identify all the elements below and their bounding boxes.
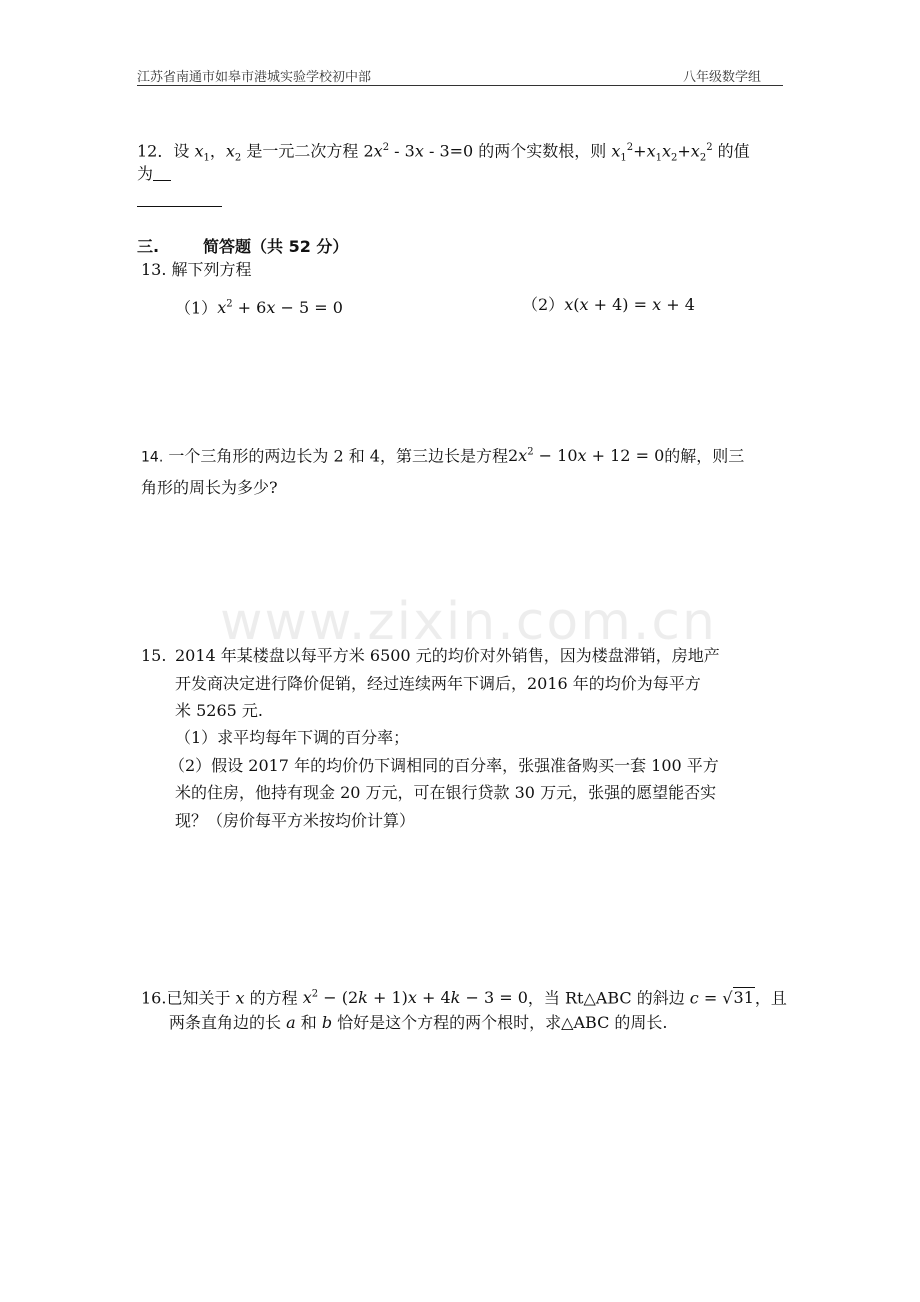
question-15-part-1: （1）求平均每年下调的百分率； xyxy=(175,728,410,747)
question-12-line1: 12．设 $x_1$，$x_2$ 是一元二次方程 $2x^2 - 3x - 3=0$ 的两个实数根，则 $x_1^2+x_1x_2+x_2^2$ 的值 xyxy=(137,141,750,164)
question-15-line3: 米 5265 元. xyxy=(175,701,263,720)
header-divider xyxy=(137,85,783,86)
section-3-label: 三. xyxy=(137,237,160,256)
header-school: 江苏省南通市如皋市港城实验学校初中部 xyxy=(137,70,372,85)
question-16-line1: 16.已知关于 x 的方程 $x^2 - (2k + 1)x + 4k - 3 = 0$，当 Rt△ABC 的斜边 c = √31，且 xyxy=(141,988,787,1008)
question-15-part-2-line1: （2）假设 2017 年的均价仍下调相同的百分率，张强准备购买一套 100 平方 xyxy=(169,756,719,775)
question-15-part-2-line3: 现？（房价每平方米按均价计算） xyxy=(175,811,416,830)
question-16-line2: 两条直角边的长 a 和 b 恰好是这个方程的两个根时，求△ABC 的周长. xyxy=(169,1013,668,1032)
question-13-title: 13. 解下列方程 xyxy=(141,260,252,279)
question-14-line1: 14. 一个三角形的两边长为 2 和 4，第三边长是方程$2x^2 - 10x + 12 = 0$的解，则三 xyxy=(141,446,745,466)
question-12-line2: 为 xyxy=(137,160,171,188)
answer-blank xyxy=(153,164,171,181)
header-group: 八年级数学组 xyxy=(683,70,762,85)
question-15-part-2-line2: 米的住房，他持有现金 20 万元，可在银行贷款 30 万元，张强的愿望能否实 xyxy=(175,783,717,802)
question-15-line2: 开发商决定进行降价促销，经过连续两年下调后，2016 年的均价为每平方 xyxy=(175,674,701,693)
q12-number: 12． xyxy=(137,141,174,161)
answer-line xyxy=(137,206,222,207)
question-15-number: 15. xyxy=(141,646,167,665)
watermark: www.zixin.com.cn xyxy=(220,592,717,652)
question-13-part-2: （2）x(x + 4) = x + 4 xyxy=(522,295,695,314)
question-14-line2: 角形的周长为多少? xyxy=(141,478,278,497)
question-15-line1: 2014 年某楼盘以每平方米 6500 元的均价对外销售，因为楼盘滞销，房地产 xyxy=(175,646,720,665)
question-13-part-1: $(1)x^2 + 6x - 5 = 0$ xyxy=(175,298,343,318)
section-3-title: 简答题（共 52 分） xyxy=(203,237,349,256)
